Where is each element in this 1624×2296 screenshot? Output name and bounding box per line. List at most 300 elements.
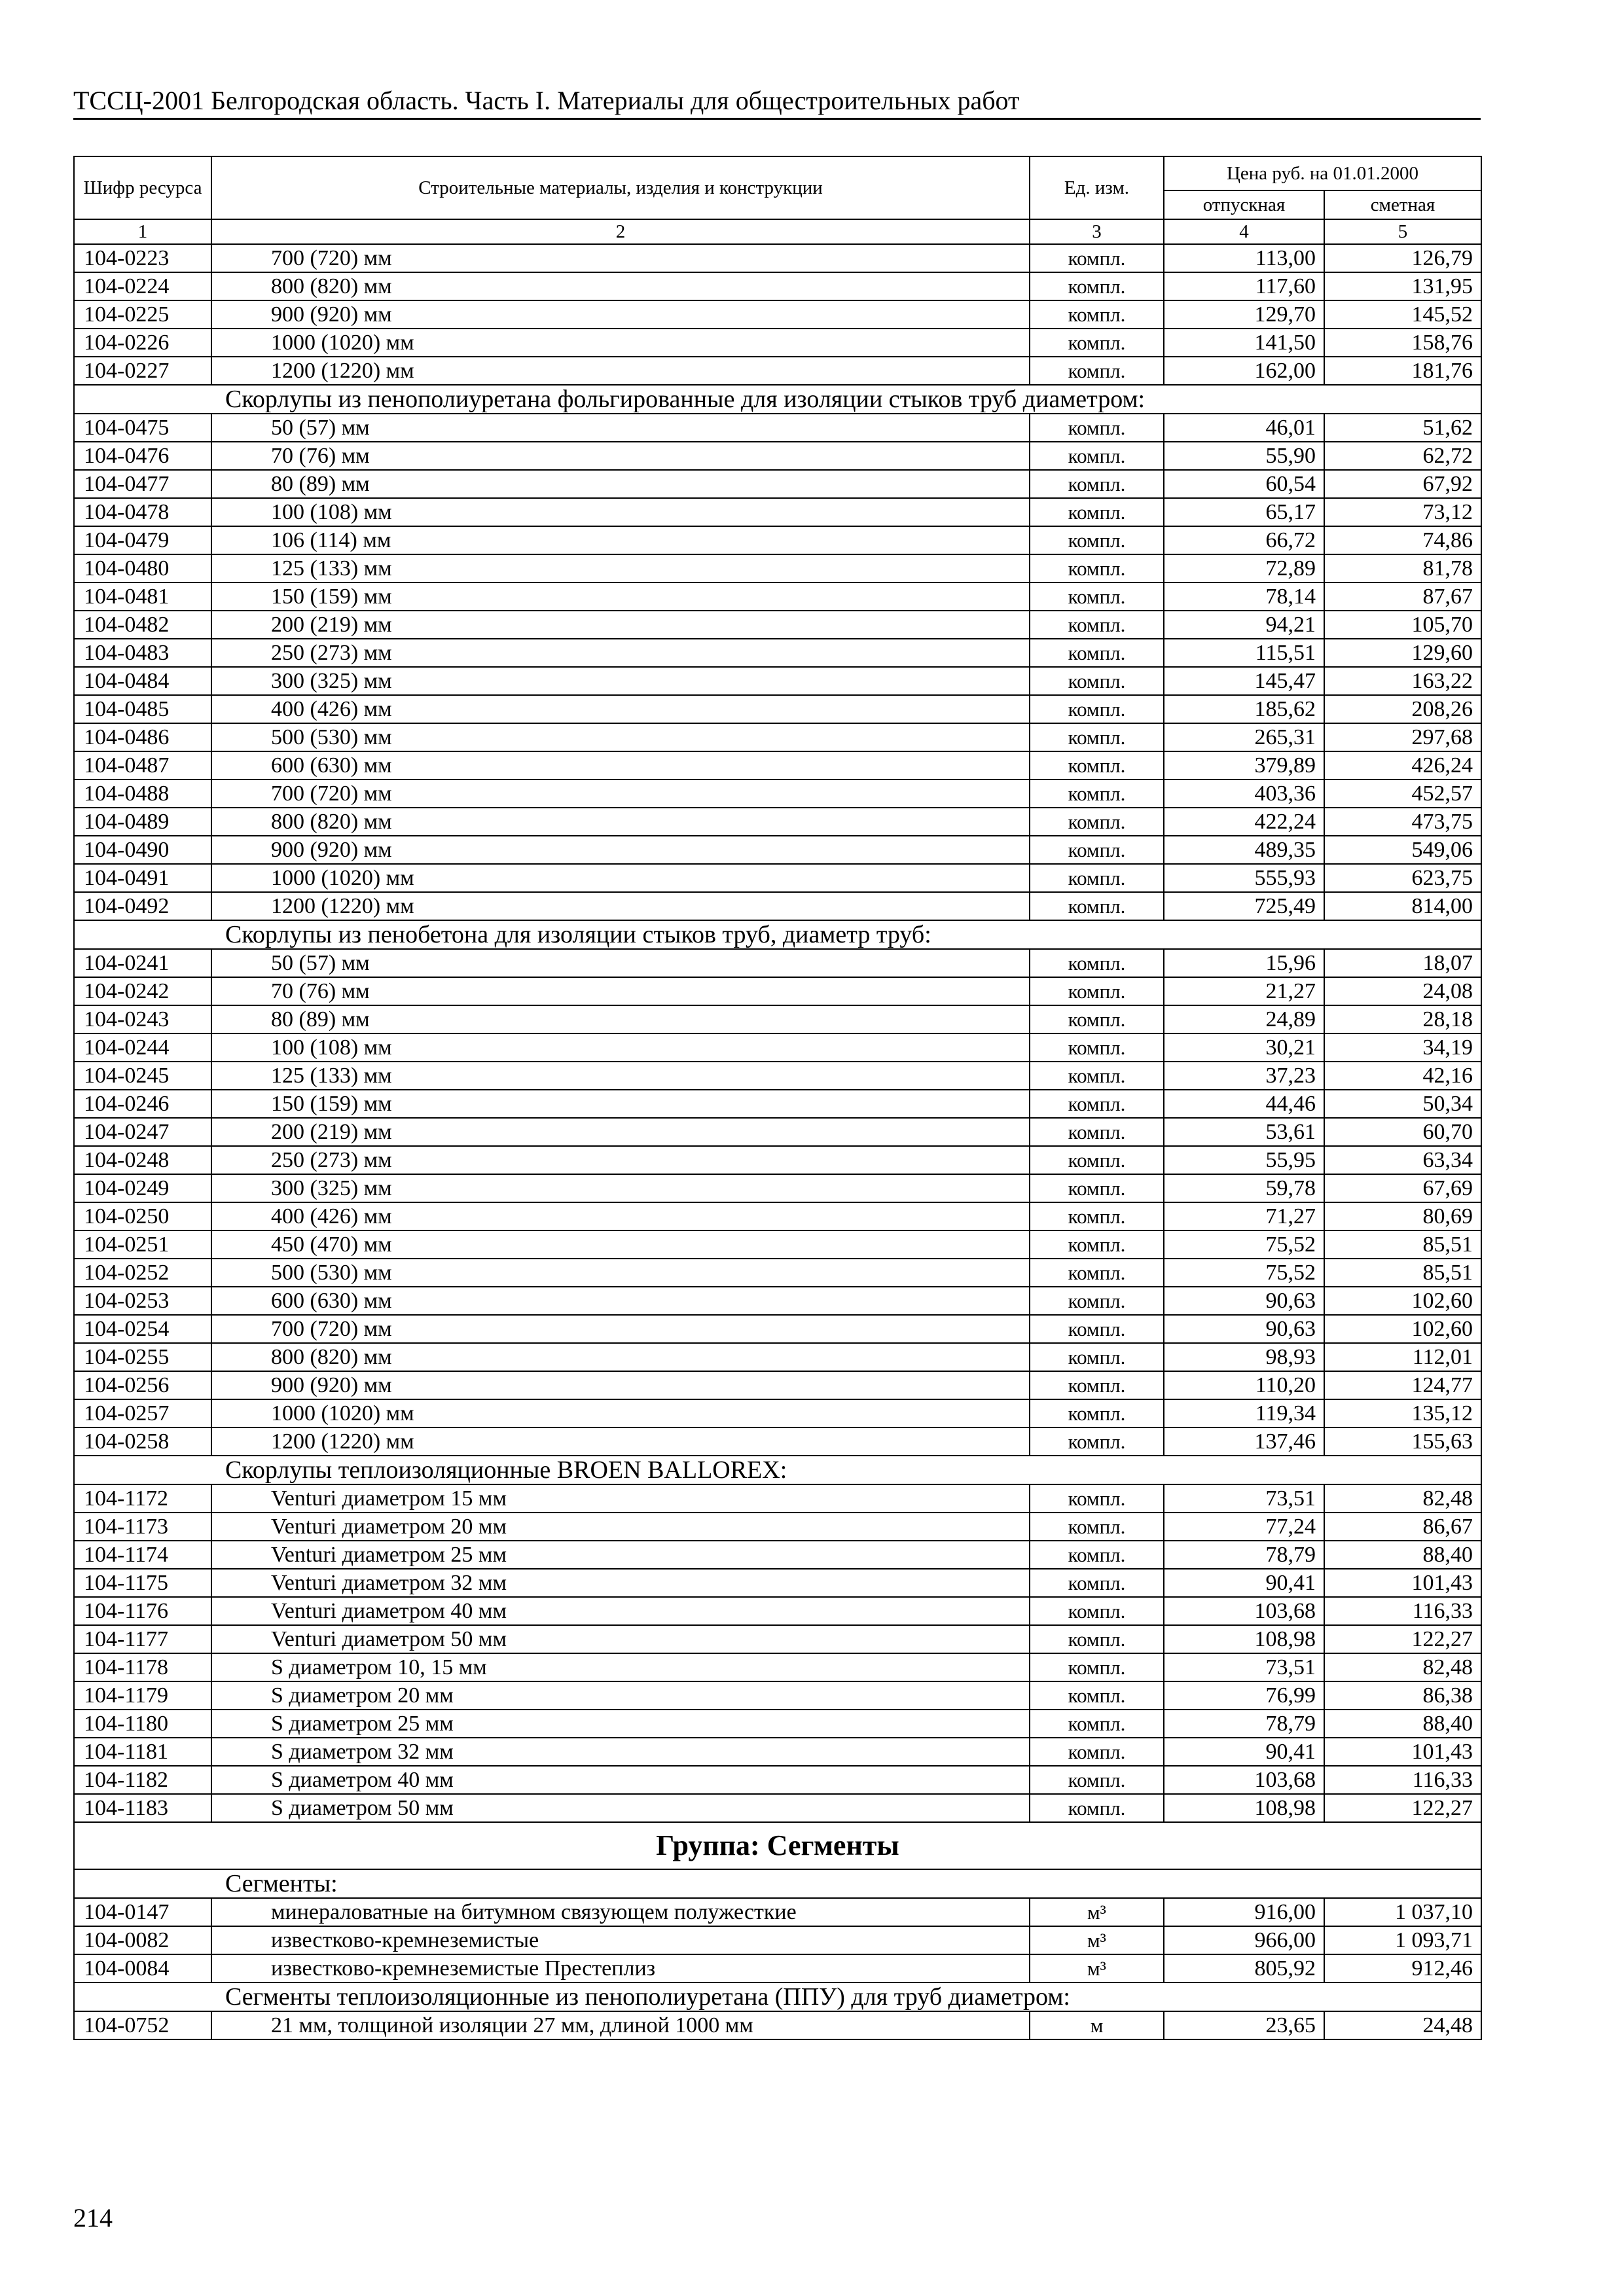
estimate-price: 74,86 (1324, 526, 1481, 554)
release-price: 73,51 (1164, 1653, 1324, 1681)
resource-code: 104-1180 (74, 1710, 211, 1738)
section-heading-row (74, 385, 1481, 414)
section-heading-row (74, 920, 1481, 949)
estimate-price: 426,24 (1324, 751, 1481, 780)
estimate-price: 1 037,10 (1324, 1898, 1481, 1926)
unit-of-measure: компл. (1030, 1681, 1164, 1710)
release-price: 115,51 (1164, 639, 1324, 667)
material-name: 80 (89) мм (211, 470, 1030, 498)
release-price: 37,23 (1164, 1062, 1324, 1090)
material-name: 800 (820) мм (211, 272, 1030, 300)
table-row (74, 1597, 1481, 1625)
release-price: 94,21 (1164, 611, 1324, 639)
material-name: 150 (159) мм (211, 1090, 1030, 1118)
table-row (74, 1794, 1481, 1822)
header-code: Шифр ресурса (74, 156, 211, 219)
material-name: известково-кремнеземистые Престеплиз (211, 1954, 1030, 1982)
material-name: Venturi диаметром 50 мм (211, 1625, 1030, 1653)
unit-of-measure: м³ (1030, 1926, 1164, 1954)
estimate-price: 24,48 (1324, 2011, 1481, 2039)
unit-of-measure: компл. (1030, 1174, 1164, 1202)
unit-of-measure: компл. (1030, 751, 1164, 780)
estimate-price: 34,19 (1324, 1033, 1481, 1062)
section-heading: Сегменты: (74, 1869, 1481, 1898)
table-row (74, 780, 1481, 808)
estimate-price: 18,07 (1324, 949, 1481, 977)
table-row (74, 1371, 1481, 1399)
material-name: 450 (470) мм (211, 1230, 1030, 1259)
material-name: 300 (325) мм (211, 667, 1030, 695)
header-name: Строительные материалы, изделия и конструкции (211, 156, 1030, 219)
unit-of-measure: компл. (1030, 1005, 1164, 1033)
table-row (74, 1090, 1481, 1118)
resource-code: 104-0256 (74, 1371, 211, 1399)
table-row (74, 414, 1481, 442)
unit-of-measure: компл. (1030, 1343, 1164, 1371)
unit-of-measure: компл. (1030, 329, 1164, 357)
material-name: 1000 (1020) мм (211, 329, 1030, 357)
estimate-price: 105,70 (1324, 611, 1481, 639)
section-heading: Скорлупы теплоизоляционные BROEN BALLOREX: (74, 1456, 1481, 1484)
material-name: минераловатные на битумном связующем полужесткие (211, 1898, 1030, 1926)
unit-of-measure: компл. (1030, 1597, 1164, 1625)
material-name: 700 (720) мм (211, 244, 1030, 272)
release-price: 90,63 (1164, 1315, 1324, 1343)
estimate-price: 42,16 (1324, 1062, 1481, 1090)
release-price: 403,36 (1164, 780, 1324, 808)
material-name: 80 (89) мм (211, 1005, 1030, 1033)
estimate-price: 145,52 (1324, 300, 1481, 329)
estimate-price: 126,79 (1324, 244, 1481, 272)
table-row (74, 2011, 1481, 2039)
estimate-price: 51,62 (1324, 414, 1481, 442)
resource-code: 104-0484 (74, 667, 211, 695)
release-price: 379,89 (1164, 751, 1324, 780)
table-row (74, 1315, 1481, 1343)
resource-code: 104-0227 (74, 357, 211, 385)
table-row (74, 836, 1481, 864)
release-price: 422,24 (1164, 808, 1324, 836)
resource-code: 104-0489 (74, 808, 211, 836)
unit-of-measure: компл. (1030, 498, 1164, 526)
price-table (73, 156, 1482, 2040)
estimate-price: 80,69 (1324, 1202, 1481, 1230)
estimate-price: 62,72 (1324, 442, 1481, 470)
material-name: 800 (820) мм (211, 808, 1030, 836)
material-name: известково-кремнеземистые (211, 1926, 1030, 1954)
release-price: 145,47 (1164, 667, 1324, 695)
table-row (74, 892, 1481, 920)
material-name: Venturi диаметром 32 мм (211, 1569, 1030, 1597)
estimate-price: 297,68 (1324, 723, 1481, 751)
release-price: 15,96 (1164, 949, 1324, 977)
material-name: 50 (57) мм (211, 414, 1030, 442)
table-row (74, 1427, 1481, 1456)
unit-of-measure: компл. (1030, 1427, 1164, 1456)
page-header-title: ТССЦ-2001 Белгородская область. Часть I. Материалы для общестроительных работ (73, 86, 1020, 115)
resource-code: 104-0082 (74, 1926, 211, 1954)
table-row (74, 667, 1481, 695)
unit-of-measure: компл. (1030, 554, 1164, 583)
material-name: 1200 (1220) мм (211, 357, 1030, 385)
release-price: 76,99 (1164, 1681, 1324, 1710)
unit-of-measure: компл. (1030, 357, 1164, 385)
estimate-price: 86,67 (1324, 1513, 1481, 1541)
material-name: 150 (159) мм (211, 583, 1030, 611)
unit-of-measure: м (1030, 2011, 1164, 2039)
col-number: 1 (74, 219, 211, 244)
material-name: 600 (630) мм (211, 1287, 1030, 1315)
material-name: 700 (720) мм (211, 780, 1030, 808)
release-price: 108,98 (1164, 1794, 1324, 1822)
col-number: 4 (1164, 219, 1324, 244)
table-row (74, 695, 1481, 723)
unit-of-measure: компл. (1030, 667, 1164, 695)
table-row (74, 554, 1481, 583)
header-release-price: отпускная (1164, 190, 1324, 219)
resource-code: 104-1182 (74, 1766, 211, 1794)
material-name: 70 (76) мм (211, 442, 1030, 470)
estimate-price: 912,46 (1324, 1954, 1481, 1982)
release-price: 71,27 (1164, 1202, 1324, 1230)
unit-of-measure: компл. (1030, 1315, 1164, 1343)
release-price: 90,63 (1164, 1287, 1324, 1315)
price-table-body (74, 244, 1481, 2039)
estimate-price: 101,43 (1324, 1569, 1481, 1597)
release-price: 78,14 (1164, 583, 1324, 611)
section-heading-row (74, 1982, 1481, 2011)
resource-code: 104-0257 (74, 1399, 211, 1427)
resource-code: 104-0486 (74, 723, 211, 751)
release-price: 129,70 (1164, 300, 1324, 329)
estimate-price: 82,48 (1324, 1484, 1481, 1513)
unit-of-measure: компл. (1030, 244, 1164, 272)
estimate-price: 88,40 (1324, 1541, 1481, 1569)
unit-of-measure: компл. (1030, 723, 1164, 751)
material-name: 500 (530) мм (211, 1259, 1030, 1287)
release-price: 65,17 (1164, 498, 1324, 526)
resource-code: 104-0250 (74, 1202, 211, 1230)
unit-of-measure: компл. (1030, 1569, 1164, 1597)
release-price: 90,41 (1164, 1569, 1324, 1597)
material-name: S диаметром 50 мм (211, 1794, 1030, 1822)
resource-code: 104-0243 (74, 1005, 211, 1033)
resource-code: 104-0226 (74, 329, 211, 357)
release-price: 137,46 (1164, 1427, 1324, 1456)
col-number: 3 (1030, 219, 1164, 244)
unit-of-measure: компл. (1030, 442, 1164, 470)
release-price: 966,00 (1164, 1926, 1324, 1954)
resource-code: 104-0492 (74, 892, 211, 920)
resource-code: 104-0490 (74, 836, 211, 864)
table-row (74, 1898, 1481, 1926)
resource-code: 104-0478 (74, 498, 211, 526)
resource-code: 104-0479 (74, 526, 211, 554)
material-name: 106 (114) мм (211, 526, 1030, 554)
unit-of-measure: компл. (1030, 695, 1164, 723)
material-name: S диаметром 25 мм (211, 1710, 1030, 1738)
unit-of-measure: компл. (1030, 414, 1164, 442)
resource-code: 104-0225 (74, 300, 211, 329)
resource-code: 104-0485 (74, 695, 211, 723)
table-row (74, 977, 1481, 1005)
resource-code: 104-0248 (74, 1146, 211, 1174)
resource-code: 104-0488 (74, 780, 211, 808)
table-row (74, 751, 1481, 780)
resource-code: 104-0224 (74, 272, 211, 300)
table-row (74, 1484, 1481, 1513)
table-row (74, 1681, 1481, 1710)
release-price: 75,52 (1164, 1230, 1324, 1259)
estimate-price: 122,27 (1324, 1625, 1481, 1653)
unit-of-measure: компл. (1030, 1118, 1164, 1146)
resource-code: 104-0249 (74, 1174, 211, 1202)
estimate-price: 101,43 (1324, 1738, 1481, 1766)
release-price: 55,95 (1164, 1146, 1324, 1174)
release-price: 73,51 (1164, 1484, 1324, 1513)
resource-code: 104-0252 (74, 1259, 211, 1287)
unit-of-measure: компл. (1030, 1653, 1164, 1681)
unit-of-measure: компл. (1030, 1513, 1164, 1541)
material-name: 500 (530) мм (211, 723, 1030, 751)
material-name: 200 (219) мм (211, 1118, 1030, 1146)
estimate-price: 155,63 (1324, 1427, 1481, 1456)
estimate-price: 116,33 (1324, 1597, 1481, 1625)
resource-code: 104-1173 (74, 1513, 211, 1541)
unit-of-measure: компл. (1030, 1794, 1164, 1822)
estimate-price: 102,60 (1324, 1315, 1481, 1343)
unit-of-measure: компл. (1030, 1090, 1164, 1118)
resource-code: 104-0476 (74, 442, 211, 470)
estimate-price: 85,51 (1324, 1230, 1481, 1259)
resource-code: 104-0477 (74, 470, 211, 498)
unit-of-measure: м³ (1030, 1898, 1164, 1926)
unit-of-measure: компл. (1030, 949, 1164, 977)
release-price: 489,35 (1164, 836, 1324, 864)
unit-of-measure: компл. (1030, 977, 1164, 1005)
group-heading-row (74, 1822, 1481, 1869)
resource-code: 104-0242 (74, 977, 211, 1005)
group-heading: Группа: Сегменты (74, 1822, 1481, 1869)
material-name: 400 (426) мм (211, 1202, 1030, 1230)
table-row (74, 1766, 1481, 1794)
estimate-price: 85,51 (1324, 1259, 1481, 1287)
resource-code: 104-0752 (74, 2011, 211, 2039)
unit-of-measure: компл. (1030, 1541, 1164, 1569)
unit-of-measure: компл. (1030, 1202, 1164, 1230)
release-price: 55,90 (1164, 442, 1324, 470)
material-name: 300 (325) мм (211, 1174, 1030, 1202)
estimate-price: 63,34 (1324, 1146, 1481, 1174)
release-price: 60,54 (1164, 470, 1324, 498)
material-name: 100 (108) мм (211, 498, 1030, 526)
header-estimate-price: сметная (1324, 190, 1481, 219)
table-row (74, 1118, 1481, 1146)
estimate-price: 67,69 (1324, 1174, 1481, 1202)
resource-code: 104-0254 (74, 1315, 211, 1343)
table-row (74, 498, 1481, 526)
table-row (74, 1399, 1481, 1427)
unit-of-measure: компл. (1030, 1710, 1164, 1738)
resource-code: 104-0245 (74, 1062, 211, 1090)
table-row (74, 1259, 1481, 1287)
resource-code: 104-0480 (74, 554, 211, 583)
resource-code: 104-0483 (74, 639, 211, 667)
unit-of-measure: компл. (1030, 583, 1164, 611)
estimate-price: 473,75 (1324, 808, 1481, 836)
unit-of-measure: компл. (1030, 1259, 1164, 1287)
release-price: 23,65 (1164, 2011, 1324, 2039)
release-price: 162,00 (1164, 357, 1324, 385)
estimate-price: 102,60 (1324, 1287, 1481, 1315)
table-row (74, 1710, 1481, 1738)
material-name: 1200 (1220) мм (211, 1427, 1030, 1456)
table-row (74, 1738, 1481, 1766)
resource-code: 104-1183 (74, 1794, 211, 1822)
resource-code: 104-0246 (74, 1090, 211, 1118)
table-row (74, 1174, 1481, 1202)
resource-code: 104-1178 (74, 1653, 211, 1681)
release-price: 117,60 (1164, 272, 1324, 300)
unit-of-measure: компл. (1030, 1738, 1164, 1766)
release-price: 21,27 (1164, 977, 1324, 1005)
section-heading: Скорлупы из пенобетона для изоляции стыков труб, диаметр труб: (74, 920, 1481, 949)
material-name: Venturi диаметром 20 мм (211, 1513, 1030, 1541)
release-price: 265,31 (1164, 723, 1324, 751)
table-row (74, 329, 1481, 357)
table-row (74, 300, 1481, 329)
material-name: 50 (57) мм (211, 949, 1030, 977)
material-name: S диаметром 20 мм (211, 1681, 1030, 1710)
unit-of-measure: компл. (1030, 639, 1164, 667)
table-row (74, 1230, 1481, 1259)
page-number: 214 (73, 2203, 113, 2233)
estimate-price: 135,12 (1324, 1399, 1481, 1427)
release-price: 59,78 (1164, 1174, 1324, 1202)
estimate-price: 623,75 (1324, 864, 1481, 892)
release-price: 141,50 (1164, 329, 1324, 357)
estimate-price: 814,00 (1324, 892, 1481, 920)
table-row (74, 1625, 1481, 1653)
release-price: 30,21 (1164, 1033, 1324, 1062)
header-rule (73, 118, 1481, 120)
material-name: 1000 (1020) мм (211, 864, 1030, 892)
unit-of-measure: компл. (1030, 1287, 1164, 1315)
release-price: 185,62 (1164, 695, 1324, 723)
release-price: 66,72 (1164, 526, 1324, 554)
header-unit: Ед. изм. (1030, 156, 1164, 219)
resource-code: 104-0481 (74, 583, 211, 611)
release-price: 805,92 (1164, 1954, 1324, 1982)
resource-code: 104-1172 (74, 1484, 211, 1513)
table-row (74, 1287, 1481, 1315)
table-row (74, 864, 1481, 892)
release-price: 110,20 (1164, 1371, 1324, 1399)
material-name: 800 (820) мм (211, 1343, 1030, 1371)
estimate-price: 88,40 (1324, 1710, 1481, 1738)
material-name: S диаметром 40 мм (211, 1766, 1030, 1794)
estimate-price: 24,08 (1324, 977, 1481, 1005)
header-price: Цена руб. на 01.01.2000 (1164, 156, 1481, 190)
table-row (74, 1005, 1481, 1033)
resource-code: 104-1176 (74, 1597, 211, 1625)
release-price: 44,46 (1164, 1090, 1324, 1118)
material-name: 125 (133) мм (211, 1062, 1030, 1090)
material-name: 900 (920) мм (211, 836, 1030, 864)
unit-of-measure: компл. (1030, 1033, 1164, 1062)
release-price: 77,24 (1164, 1513, 1324, 1541)
unit-of-measure: компл. (1030, 780, 1164, 808)
release-price: 75,52 (1164, 1259, 1324, 1287)
unit-of-measure: компл. (1030, 1484, 1164, 1513)
table-row (74, 526, 1481, 554)
col-number: 5 (1324, 219, 1481, 244)
resource-code: 104-1174 (74, 1541, 211, 1569)
material-name: Venturi диаметром 25 мм (211, 1541, 1030, 1569)
resource-code: 104-0244 (74, 1033, 211, 1062)
section-heading-row (74, 1456, 1481, 1484)
release-price: 108,98 (1164, 1625, 1324, 1653)
release-price: 78,79 (1164, 1710, 1324, 1738)
estimate-price: 86,38 (1324, 1681, 1481, 1710)
resource-code: 104-0255 (74, 1343, 211, 1371)
table-row (74, 1343, 1481, 1371)
section-heading-row (74, 1869, 1481, 1898)
table-row (74, 949, 1481, 977)
estimate-price: 81,78 (1324, 554, 1481, 583)
resource-code: 104-1175 (74, 1569, 211, 1597)
table-row (74, 470, 1481, 498)
estimate-price: 163,22 (1324, 667, 1481, 695)
resource-code: 104-0251 (74, 1230, 211, 1259)
material-name: 200 (219) мм (211, 611, 1030, 639)
estimate-price: 124,77 (1324, 1371, 1481, 1399)
unit-of-measure: м³ (1030, 1954, 1164, 1982)
resource-code: 104-0491 (74, 864, 211, 892)
release-price: 90,41 (1164, 1738, 1324, 1766)
col-number: 2 (211, 219, 1030, 244)
material-name: Venturi диаметром 15 мм (211, 1484, 1030, 1513)
release-price: 46,01 (1164, 414, 1324, 442)
estimate-price: 116,33 (1324, 1766, 1481, 1794)
material-name: 250 (273) мм (211, 1146, 1030, 1174)
estimate-price: 73,12 (1324, 498, 1481, 526)
estimate-price: 122,27 (1324, 1794, 1481, 1822)
estimate-price: 112,01 (1324, 1343, 1481, 1371)
table-row (74, 808, 1481, 836)
material-name: 400 (426) мм (211, 695, 1030, 723)
unit-of-measure: компл. (1030, 1230, 1164, 1259)
release-price: 72,89 (1164, 554, 1324, 583)
resource-code: 104-0482 (74, 611, 211, 639)
release-price: 725,49 (1164, 892, 1324, 920)
resource-code: 104-0084 (74, 1954, 211, 1982)
estimate-price: 131,95 (1324, 272, 1481, 300)
table-row (74, 272, 1481, 300)
material-name: 900 (920) мм (211, 300, 1030, 329)
resource-code: 104-0487 (74, 751, 211, 780)
material-name: Venturi диаметром 40 мм (211, 1597, 1030, 1625)
estimate-price: 129,60 (1324, 639, 1481, 667)
column-numbers-row (74, 219, 1481, 244)
unit-of-measure: компл. (1030, 1766, 1164, 1794)
resource-code: 104-1181 (74, 1738, 211, 1766)
material-name: 700 (720) мм (211, 1315, 1030, 1343)
unit-of-measure: компл. (1030, 470, 1164, 498)
table-row (74, 442, 1481, 470)
table-row (74, 1569, 1481, 1597)
material-name: 70 (76) мм (211, 977, 1030, 1005)
